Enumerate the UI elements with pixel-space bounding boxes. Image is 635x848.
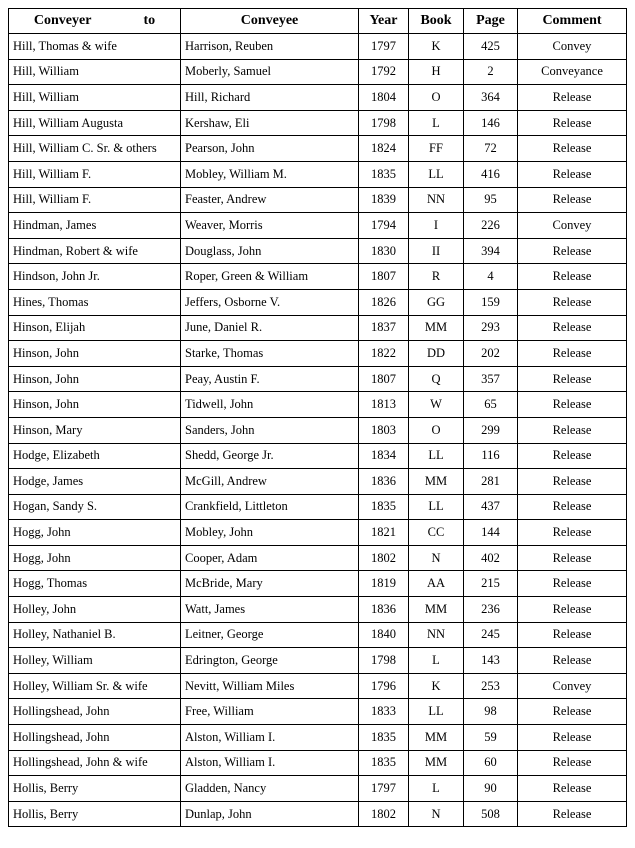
conveyer-cell: Hindson, John Jr. xyxy=(9,264,181,290)
book-cell: K xyxy=(409,34,464,60)
year-cell: 1813 xyxy=(359,392,409,418)
page-cell: 146 xyxy=(464,110,518,136)
year-cell: 1819 xyxy=(359,571,409,597)
book-cell: N xyxy=(409,801,464,827)
book-cell: O xyxy=(409,85,464,111)
conveyee-cell: Peay, Austin F. xyxy=(181,366,359,392)
book-cell: GG xyxy=(409,289,464,315)
year-cell: 1802 xyxy=(359,545,409,571)
conveyee-cell: Pearson, John xyxy=(181,136,359,162)
table-row xyxy=(9,264,627,290)
book-cell: FF xyxy=(409,136,464,162)
conveyer-cell: Hodge, James xyxy=(9,469,181,495)
page-cell: 253 xyxy=(464,673,518,699)
year-cell: 1802 xyxy=(359,801,409,827)
table-row xyxy=(9,725,627,751)
comment-cell: Release xyxy=(518,443,627,469)
page-cell: 293 xyxy=(464,315,518,341)
year-cell: 1807 xyxy=(359,264,409,290)
page-cell: 226 xyxy=(464,213,518,239)
table-row xyxy=(9,85,627,111)
table-row xyxy=(9,187,627,213)
conveyee-cell: Free, William xyxy=(181,699,359,725)
year-cell: 1830 xyxy=(359,238,409,264)
conveyee-cell: Moberly, Samuel xyxy=(181,59,359,85)
ledger-page xyxy=(8,8,626,827)
header-row xyxy=(9,9,627,34)
conveyer-cell: Hines, Thomas xyxy=(9,289,181,315)
book-cell: MM xyxy=(409,597,464,623)
comment-cell: Release xyxy=(518,648,627,674)
page-cell: 299 xyxy=(464,417,518,443)
conveyee-cell: June, Daniel R. xyxy=(181,315,359,341)
conveyer-cell: Hogg, John xyxy=(9,520,181,546)
page-cell: 159 xyxy=(464,289,518,315)
table-row xyxy=(9,776,627,802)
conveyer-cell: Hinson, Mary xyxy=(9,417,181,443)
conveyee-cell: Watt, James xyxy=(181,597,359,623)
conveyee-cell: Hill, Richard xyxy=(181,85,359,111)
comment-cell: Release xyxy=(518,110,627,136)
year-cell: 1834 xyxy=(359,443,409,469)
page-cell: 425 xyxy=(464,34,518,60)
conveyer-cell: Hill, William Augusta xyxy=(9,110,181,136)
book-cell: W xyxy=(409,392,464,418)
page-cell: 281 xyxy=(464,469,518,495)
year-cell: 1835 xyxy=(359,750,409,776)
page-cell: 437 xyxy=(464,494,518,520)
conveyee-cell: Gladden, Nancy xyxy=(181,776,359,802)
conveyee-cell: Douglass, John xyxy=(181,238,359,264)
comment-cell: Release xyxy=(518,289,627,315)
table-row xyxy=(9,110,627,136)
table-row xyxy=(9,238,627,264)
book-cell: R xyxy=(409,264,464,290)
year-cell: 1835 xyxy=(359,161,409,187)
book-cell: NN xyxy=(409,622,464,648)
year-cell: 1798 xyxy=(359,648,409,674)
comment-cell: Release xyxy=(518,161,627,187)
comment-cell: Release xyxy=(518,264,627,290)
conveyer-cell: Hollingshead, John & wife xyxy=(9,750,181,776)
year-cell: 1824 xyxy=(359,136,409,162)
comment-cell: Release xyxy=(518,136,627,162)
table-row xyxy=(9,213,627,239)
table-row xyxy=(9,699,627,725)
book-cell: LL xyxy=(409,161,464,187)
conveyee-cell: Harrison, Reuben xyxy=(181,34,359,60)
table-row xyxy=(9,494,627,520)
conveyer-cell: Holley, William Sr. & wife xyxy=(9,673,181,699)
year-cell: 1797 xyxy=(359,776,409,802)
year-cell: 1794 xyxy=(359,213,409,239)
comment-cell: Release xyxy=(518,392,627,418)
conveyee-cell: Dunlap, John xyxy=(181,801,359,827)
conveyee-cell: Starke, Thomas xyxy=(181,341,359,367)
conveyer-cell: Hill, William C. Sr. & others xyxy=(9,136,181,162)
conveyer-cell: Hogg, Thomas xyxy=(9,571,181,597)
conveyee-cell: Crankfield, Littleton xyxy=(181,494,359,520)
conveyee-cell: Shedd, George Jr. xyxy=(181,443,359,469)
header-conveyee: Conveyee xyxy=(181,9,359,34)
comment-cell: Conveyance xyxy=(518,59,627,85)
conveyer-cell: Holley, William xyxy=(9,648,181,674)
year-cell: 1822 xyxy=(359,341,409,367)
conveyee-cell: McGill, Andrew xyxy=(181,469,359,495)
conveyee-cell: Nevitt, William Miles xyxy=(181,673,359,699)
conveyer-cell: Holley, Nathaniel B. xyxy=(9,622,181,648)
comment-cell: Release xyxy=(518,571,627,597)
conveyee-cell: Sanders, John xyxy=(181,417,359,443)
book-cell: I xyxy=(409,213,464,239)
comment-cell: Convey xyxy=(518,213,627,239)
book-cell: MM xyxy=(409,725,464,751)
conveyer-cell: Hollingshead, John xyxy=(9,725,181,751)
page-cell: 72 xyxy=(464,136,518,162)
book-cell: MM xyxy=(409,750,464,776)
book-cell: NN xyxy=(409,187,464,213)
book-cell: MM xyxy=(409,315,464,341)
conveyer-cell: Hill, William xyxy=(9,59,181,85)
conveyer-cell: Hill, William F. xyxy=(9,187,181,213)
comment-cell: Release xyxy=(518,801,627,827)
table-row xyxy=(9,648,627,674)
year-cell: 1840 xyxy=(359,622,409,648)
conveyer-cell: Hill, William F. xyxy=(9,161,181,187)
page-cell: 143 xyxy=(464,648,518,674)
table-row xyxy=(9,59,627,85)
comment-cell: Release xyxy=(518,622,627,648)
comment-cell: Release xyxy=(518,417,627,443)
book-cell: Q xyxy=(409,366,464,392)
page-cell: 202 xyxy=(464,341,518,367)
page-cell: 364 xyxy=(464,85,518,111)
table-row xyxy=(9,289,627,315)
page-cell: 4 xyxy=(464,264,518,290)
book-cell: II xyxy=(409,238,464,264)
conveyer-cell: Hindman, Robert & wife xyxy=(9,238,181,264)
year-cell: 1836 xyxy=(359,597,409,623)
conveyee-cell: Cooper, Adam xyxy=(181,545,359,571)
header-page: Page xyxy=(464,9,518,34)
page-cell: 65 xyxy=(464,392,518,418)
conveyer-cell: Hill, William xyxy=(9,85,181,111)
comment-cell: Release xyxy=(518,366,627,392)
comment-cell: Release xyxy=(518,187,627,213)
page-cell: 2 xyxy=(464,59,518,85)
table-row xyxy=(9,750,627,776)
page-cell: 144 xyxy=(464,520,518,546)
conveyance-table xyxy=(8,8,627,827)
table-row xyxy=(9,545,627,571)
conveyer-cell: Hollis, Berry xyxy=(9,776,181,802)
conveyee-cell: Kershaw, Eli xyxy=(181,110,359,136)
comment-cell: Release xyxy=(518,315,627,341)
conveyer-cell: Hindman, James xyxy=(9,213,181,239)
book-cell: N xyxy=(409,545,464,571)
book-cell: H xyxy=(409,59,464,85)
page-cell: 394 xyxy=(464,238,518,264)
year-cell: 1833 xyxy=(359,699,409,725)
comment-cell: Convey xyxy=(518,34,627,60)
header-book: Book xyxy=(409,9,464,34)
comment-cell: Release xyxy=(518,750,627,776)
table-row xyxy=(9,366,627,392)
conveyee-cell: Alston, William I. xyxy=(181,750,359,776)
conveyee-cell: Jeffers, Osborne V. xyxy=(181,289,359,315)
conveyer-cell: Hinson, John xyxy=(9,341,181,367)
year-cell: 1797 xyxy=(359,34,409,60)
conveyee-cell: Feaster, Andrew xyxy=(181,187,359,213)
book-cell: LL xyxy=(409,699,464,725)
year-cell: 1836 xyxy=(359,469,409,495)
conveyer-cell: Hogg, John xyxy=(9,545,181,571)
table-row xyxy=(9,622,627,648)
page-cell: 95 xyxy=(464,187,518,213)
page-cell: 215 xyxy=(464,571,518,597)
conveyer-cell: Hollingshead, John xyxy=(9,699,181,725)
year-cell: 1835 xyxy=(359,725,409,751)
year-cell: 1821 xyxy=(359,520,409,546)
header-comment: Comment xyxy=(518,9,627,34)
page-cell: 236 xyxy=(464,597,518,623)
conveyee-cell: Roper, Green & William xyxy=(181,264,359,290)
table-row xyxy=(9,801,627,827)
table-row xyxy=(9,417,627,443)
conveyee-cell: Weaver, Morris xyxy=(181,213,359,239)
book-cell: DD xyxy=(409,341,464,367)
conveyee-cell: Mobley, William M. xyxy=(181,161,359,187)
table-row xyxy=(9,673,627,699)
comment-cell: Release xyxy=(518,238,627,264)
table-row xyxy=(9,136,627,162)
table-row xyxy=(9,597,627,623)
year-cell: 1837 xyxy=(359,315,409,341)
conveyer-cell: Hinson, John xyxy=(9,366,181,392)
conveyee-cell: Edrington, George xyxy=(181,648,359,674)
book-cell: AA xyxy=(409,571,464,597)
conveyer-cell: Hinson, John xyxy=(9,392,181,418)
comment-cell: Release xyxy=(518,85,627,111)
page-cell: 245 xyxy=(464,622,518,648)
conveyee-cell: Leitner, George xyxy=(181,622,359,648)
comment-cell: Release xyxy=(518,341,627,367)
table-row xyxy=(9,392,627,418)
conveyer-cell: Holley, John xyxy=(9,597,181,623)
page-cell: 116 xyxy=(464,443,518,469)
table-row xyxy=(9,341,627,367)
conveyer-cell: Hinson, Elijah xyxy=(9,315,181,341)
page-cell: 60 xyxy=(464,750,518,776)
page-cell: 508 xyxy=(464,801,518,827)
conveyer-cell: Hodge, Elizabeth xyxy=(9,443,181,469)
conveyee-cell: McBride, Mary xyxy=(181,571,359,597)
table-row xyxy=(9,469,627,495)
comment-cell: Release xyxy=(518,545,627,571)
book-cell: CC xyxy=(409,520,464,546)
header-to-label: to xyxy=(143,13,156,28)
comment-cell: Release xyxy=(518,725,627,751)
year-cell: 1807 xyxy=(359,366,409,392)
table-row xyxy=(9,443,627,469)
year-cell: 1804 xyxy=(359,85,409,111)
book-cell: LL xyxy=(409,443,464,469)
book-cell: LL xyxy=(409,494,464,520)
table-row xyxy=(9,161,627,187)
year-cell: 1839 xyxy=(359,187,409,213)
page-cell: 90 xyxy=(464,776,518,802)
page-cell: 357 xyxy=(464,366,518,392)
comment-cell: Release xyxy=(518,469,627,495)
table-row xyxy=(9,315,627,341)
book-cell: L xyxy=(409,110,464,136)
conveyer-cell: Hill, Thomas & wife xyxy=(9,34,181,60)
header-conveyer-label: Conveyer xyxy=(33,13,92,28)
year-cell: 1796 xyxy=(359,673,409,699)
book-cell: L xyxy=(409,648,464,674)
page-cell: 98 xyxy=(464,699,518,725)
year-cell: 1826 xyxy=(359,289,409,315)
book-cell: MM xyxy=(409,469,464,495)
conveyee-cell: Mobley, John xyxy=(181,520,359,546)
book-cell: O xyxy=(409,417,464,443)
page-cell: 402 xyxy=(464,545,518,571)
year-cell: 1798 xyxy=(359,110,409,136)
conveyer-cell: Hollis, Berry xyxy=(9,801,181,827)
comment-cell: Release xyxy=(518,597,627,623)
conveyee-cell: Tidwell, John xyxy=(181,392,359,418)
table-row xyxy=(9,34,627,60)
table-row xyxy=(9,571,627,597)
header-year: Year xyxy=(359,9,409,34)
conveyee-cell: Alston, William I. xyxy=(181,725,359,751)
book-cell: L xyxy=(409,776,464,802)
comment-cell: Release xyxy=(518,699,627,725)
table-row xyxy=(9,520,627,546)
comment-cell: Release xyxy=(518,520,627,546)
conveyer-cell: Hogan, Sandy S. xyxy=(9,494,181,520)
page-cell: 59 xyxy=(464,725,518,751)
year-cell: 1792 xyxy=(359,59,409,85)
page-cell: 416 xyxy=(464,161,518,187)
table-body xyxy=(9,34,627,827)
book-cell: K xyxy=(409,673,464,699)
comment-cell: Convey xyxy=(518,673,627,699)
year-cell: 1835 xyxy=(359,494,409,520)
comment-cell: Release xyxy=(518,494,627,520)
year-cell: 1803 xyxy=(359,417,409,443)
header-conveyer xyxy=(9,9,181,34)
comment-cell: Release xyxy=(518,776,627,802)
